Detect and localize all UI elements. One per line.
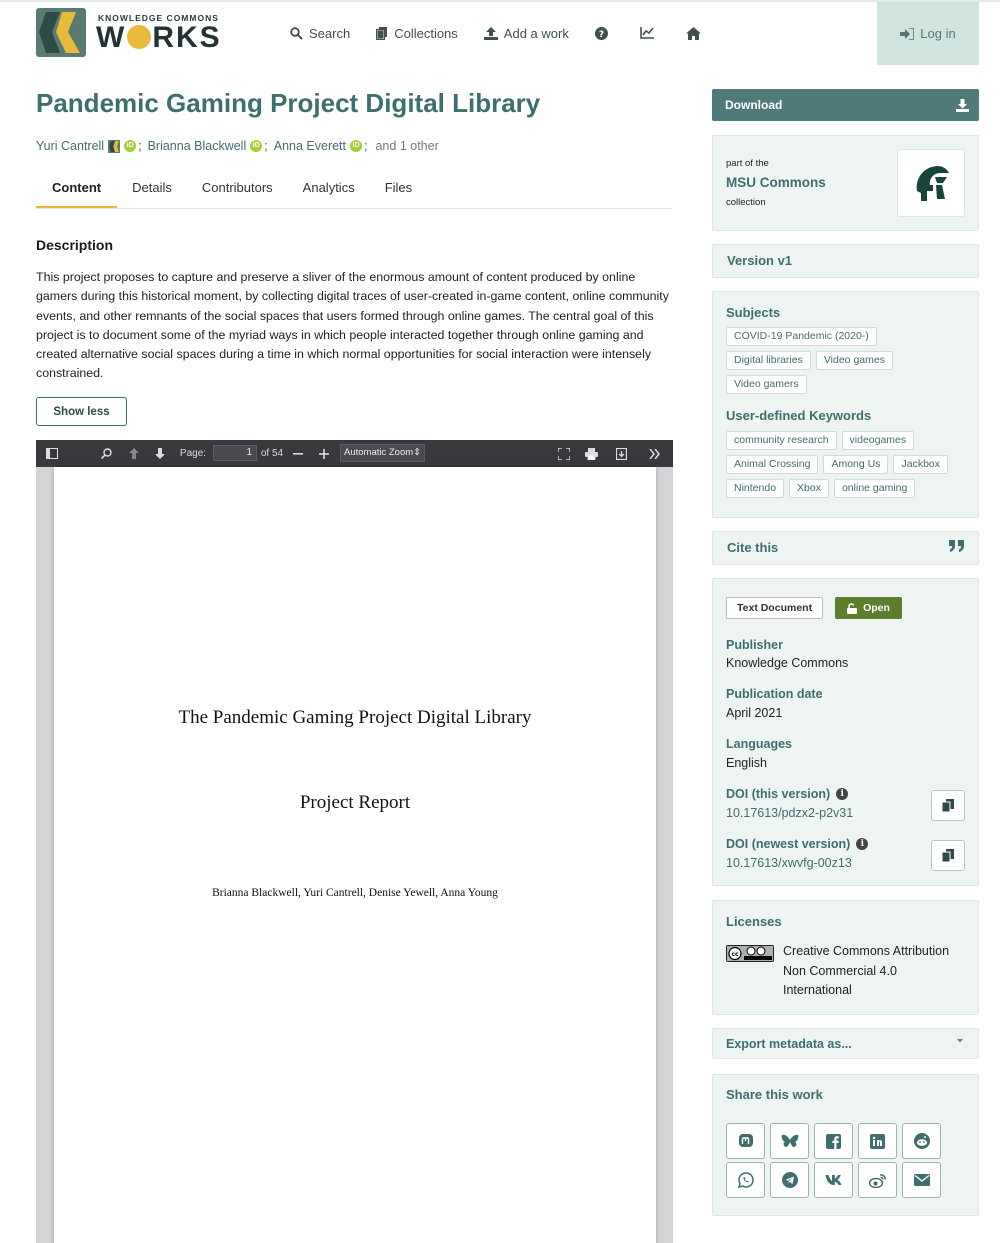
- save-icon[interactable]: [613, 440, 629, 467]
- cite-label: Cite this: [727, 540, 779, 555]
- share-reddit-button[interactable]: [902, 1123, 941, 1159]
- keyword-chip[interactable]: Jackbox: [893, 455, 948, 474]
- download-label: Download: [725, 98, 783, 112]
- main-nav: [290, 22, 733, 44]
- publisher-value: Knowledge Commons: [726, 656, 849, 670]
- pdf-viewer[interactable]: [36, 440, 673, 1243]
- author-link[interactable]: Brianna Blackwell: [147, 139, 247, 153]
- share-panel: [712, 1074, 979, 1216]
- collection-link[interactable]: MSU Commons: [726, 175, 826, 190]
- login-label: Log in: [920, 26, 956, 41]
- pdf-document-title: The Pandemic Gaming Project Digital Library: [178, 707, 532, 728]
- nav-search-label: Search: [309, 25, 351, 41]
- email-icon: [914, 1174, 930, 1186]
- copy-icon: [942, 799, 954, 812]
- export-metadata-dropdown[interactable]: [712, 1028, 979, 1059]
- previous-page-icon[interactable]: [126, 440, 142, 467]
- subject-chip[interactable]: Video gamers: [726, 375, 807, 394]
- version-panel[interactable]: Version v1: [712, 244, 979, 278]
- collection-suffix: collection: [726, 197, 766, 208]
- reddit-icon: [914, 1133, 930, 1149]
- orcid-icon[interactable]: iD: [350, 140, 362, 152]
- download-button[interactable]: [712, 89, 979, 121]
- linkedin-icon: [870, 1134, 885, 1149]
- tab-contributors[interactable]: Contributors: [201, 180, 273, 195]
- keyword-chips: [726, 431, 971, 503]
- tab-details[interactable]: Details: [132, 180, 172, 195]
- zoom-in-icon[interactable]: [317, 440, 331, 467]
- find-icon[interactable]: [98, 440, 114, 467]
- quote-icon: [949, 540, 964, 552]
- unlock-icon: [847, 603, 857, 614]
- copy-doi-version-button[interactable]: [931, 790, 965, 821]
- vk-icon: [825, 1174, 843, 1186]
- subject-chip[interactable]: Video games: [816, 351, 893, 370]
- author-link[interactable]: Anna Everett: [273, 139, 346, 153]
- presentation-mode-icon[interactable]: [556, 440, 572, 467]
- upload-icon: [484, 27, 498, 40]
- page-total: of 54: [260, 448, 284, 459]
- orcid-icon[interactable]: iD: [124, 140, 136, 152]
- print-icon[interactable]: [583, 440, 599, 467]
- zoom-out-icon[interactable]: [291, 440, 305, 467]
- pdf-document-authors: Brianna Blackwell, Yuri Cantrell, Denise Yewell, Anna Young: [212, 887, 498, 899]
- login-button[interactable]: [877, 2, 979, 65]
- tab-content[interactable]: Content: [36, 172, 117, 208]
- weibo-icon: [869, 1173, 887, 1188]
- nav-add-work[interactable]: [484, 26, 569, 41]
- logo-mark-icon: [36, 8, 86, 57]
- share-linkedin-button[interactable]: [858, 1123, 897, 1159]
- collection-card: [712, 135, 979, 231]
- keyword-chip[interactable]: videogames: [842, 431, 915, 450]
- doi-version-link[interactable]: 10.17613/pdzx2-p2v31: [726, 806, 854, 820]
- logo-small-text: KNOWLEDGE COMMONS: [98, 13, 219, 23]
- keyword-chip[interactable]: community research: [726, 431, 837, 450]
- metadata-panel: [712, 578, 979, 886]
- keywords-heading: User-defined Keywords: [726, 408, 872, 423]
- share-vk-button[interactable]: [814, 1162, 853, 1198]
- collections-icon: [376, 27, 388, 40]
- open-access-badge[interactable]: Open: [835, 597, 902, 619]
- page-title: Pandemic Gaming Project Digital Library: [36, 88, 541, 118]
- share-telegram-button[interactable]: [770, 1162, 809, 1198]
- mastodon-icon: [738, 1133, 754, 1149]
- pdf-page: [54, 467, 656, 1243]
- doi-newest-label: DOI (newest version) i: [726, 837, 868, 851]
- nav-stats[interactable]: [640, 27, 660, 39]
- keyword-chip[interactable]: Xbox: [789, 479, 829, 498]
- download-icon: [956, 99, 969, 112]
- pubdate-value: April 2021: [726, 706, 783, 720]
- site-logo[interactable]: [36, 8, 236, 58]
- bluesky-icon: [781, 1134, 799, 1149]
- copy-icon: [942, 849, 954, 862]
- svg-text:cc: cc: [731, 951, 739, 958]
- collection-prefix: part of the: [726, 158, 769, 169]
- languages-label: Languages: [726, 737, 792, 751]
- share-email-button[interactable]: [902, 1162, 941, 1198]
- sign-in-icon: [900, 28, 914, 40]
- doi-version-label: DOI (this version) i: [726, 787, 848, 801]
- pdf-toolbar: [36, 440, 673, 467]
- telegram-icon: [782, 1172, 798, 1188]
- show-less-button[interactable]: Show less: [36, 397, 127, 426]
- share-mastodon-button[interactable]: [726, 1123, 765, 1159]
- keyword-chip[interactable]: Among Us: [823, 455, 888, 474]
- pdf-document-subtitle: Project Report: [299, 792, 411, 813]
- msu-logo[interactable]: [897, 149, 965, 217]
- facebook-icon: [826, 1134, 841, 1149]
- next-page-icon[interactable]: [152, 440, 168, 467]
- tab-files[interactable]: Files: [384, 180, 413, 195]
- share-facebook-button[interactable]: [814, 1123, 853, 1159]
- nav-collections-label: Collections: [394, 25, 458, 41]
- question-icon: [595, 27, 608, 40]
- share-heading: Share this work: [726, 1087, 823, 1102]
- languages-value: English: [726, 756, 767, 770]
- info-icon[interactable]: i: [856, 838, 868, 850]
- licenses-panel: [712, 900, 979, 1015]
- export-label: Export metadata as...: [726, 1037, 852, 1051]
- more-authors-link[interactable]: and 1 other: [375, 139, 439, 153]
- logo-big-text: W RKS: [96, 21, 222, 54]
- tools-menu-icon[interactable]: [646, 440, 664, 467]
- chart-line-icon: [640, 27, 654, 39]
- share-whatsapp-button[interactable]: [726, 1162, 765, 1198]
- keyword-chip[interactable]: online gaming: [834, 479, 915, 498]
- copy-doi-newest-button[interactable]: [931, 840, 965, 871]
- search-icon: [290, 27, 303, 40]
- nav-help[interactable]: [595, 27, 614, 40]
- license-link[interactable]: Creative Commons Attribution Non Commercial 4.0 International: [783, 944, 950, 997]
- description-text: This project proposes to capture and preserve a sliver of the enormous amount of content produced by online gamers during this historical moment, by collecting digital traces of user-created in-game content, online community events, and other remnants of the social spaces that users formed through online games. The central goal of this project is to document some of the myriad ways in which people interacted together through online gaming and created alternative social spaces during a time in which normal opportunities for social interaction were intensely constrained.: [36, 270, 669, 381]
- kc-profile-icon[interactable]: [108, 140, 120, 153]
- subject-chip[interactable]: Digital libraries: [726, 351, 811, 370]
- svg-text:?: ?: [598, 29, 604, 40]
- caret-down-icon: [956, 1037, 964, 1045]
- nav-collections[interactable]: [376, 26, 458, 41]
- info-icon[interactable]: i: [836, 788, 848, 800]
- orcid-icon[interactable]: iD: [250, 140, 262, 152]
- nav-add-work-label: Add a work: [503, 25, 569, 41]
- pubdate-label: Publication date: [726, 687, 823, 701]
- subjects-heading: Subjects: [726, 305, 781, 320]
- author-list: Yuri Cantrell iD ; Brianna Blackwell iD ; Anna Everett iD ; and 1 other: [36, 139, 439, 153]
- page-number-input[interactable]: 1: [213, 445, 257, 461]
- keyword-chip[interactable]: Nintendo: [726, 479, 784, 498]
- cite-panel[interactable]: [712, 531, 979, 565]
- whatsapp-icon: [738, 1172, 754, 1188]
- share-weibo-button[interactable]: [858, 1162, 897, 1198]
- keyword-chip[interactable]: Animal Crossing: [726, 455, 818, 474]
- share-bluesky-button[interactable]: [770, 1123, 809, 1159]
- resource-type-badge: Text Document: [726, 597, 823, 619]
- licenses-heading: Licenses: [726, 914, 782, 929]
- author-link[interactable]: Yuri Cantrell: [36, 139, 105, 153]
- subjects-panel: [712, 291, 979, 518]
- subject-chip[interactable]: COVID-19 Pandemic (2020-): [726, 327, 877, 346]
- publisher-label: Publisher: [726, 638, 783, 652]
- content-tabs: [36, 172, 672, 209]
- tab-analytics[interactable]: Analytics: [302, 180, 355, 195]
- spartan-helmet-icon: [909, 161, 953, 205]
- home-icon: [686, 27, 701, 40]
- sidebar-toggle-icon[interactable]: [44, 440, 60, 467]
- page-label: Page:: [179, 448, 207, 459]
- nav-search[interactable]: [290, 26, 350, 41]
- subject-chips: [726, 327, 971, 399]
- description-heading: Description: [36, 237, 114, 253]
- cc-by-nc-badge-icon[interactable]: [726, 945, 774, 962]
- zoom-select[interactable]: Automatic Zoom⇕: [340, 444, 425, 462]
- doi-newest-link[interactable]: 10.17613/xwvfg-00z13: [726, 856, 852, 870]
- nav-home[interactable]: [686, 27, 707, 40]
